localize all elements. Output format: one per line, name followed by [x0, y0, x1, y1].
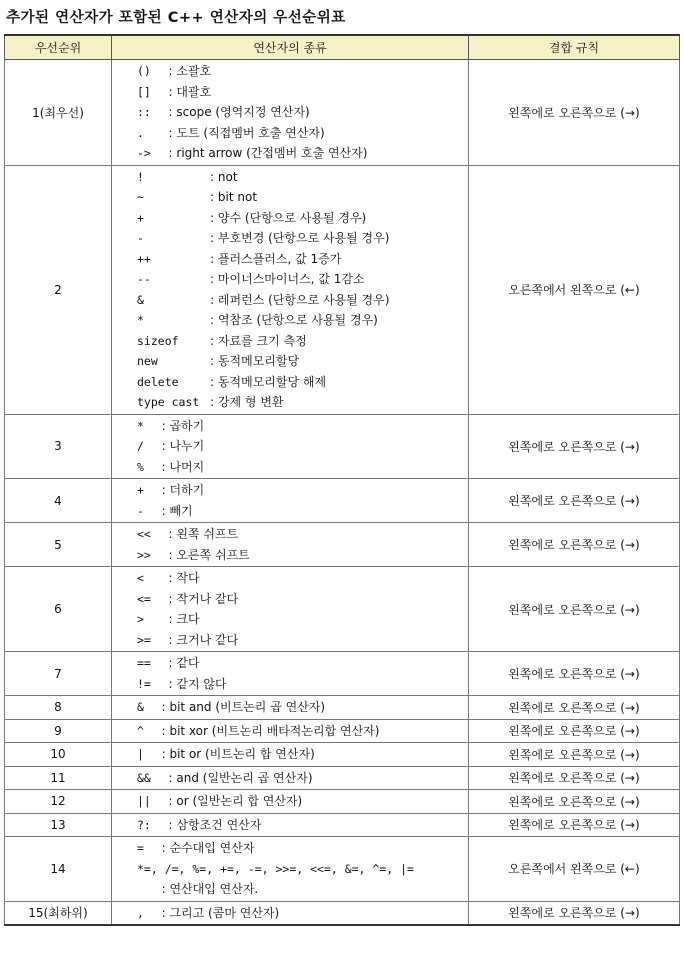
priority-cell: 14 [5, 837, 112, 902]
operators-cell [112, 414, 469, 479]
operator-description: : and (일반논리 곱 연산자) [164, 770, 313, 785]
operators-cell [112, 837, 469, 902]
associativity-cell: 왼쪽에로 오른쪽으로 (→) [469, 652, 680, 696]
priority-cell: 8 [5, 696, 112, 720]
priority-cell: 10 [5, 743, 112, 767]
operator-description: : or (일반논리 합 연산자) [164, 794, 303, 808]
operator-description: : 나누기 [157, 439, 205, 453]
operator-line [137, 568, 468, 589]
operator-line [137, 903, 468, 924]
associativity-cell: 왼쪽에로 오른쪽으로 (→) [469, 766, 680, 790]
operator-line [137, 768, 468, 789]
operator-line [137, 815, 468, 836]
operator-description: : 자료를 크기 측정 [206, 333, 307, 348]
operators-cell [112, 766, 469, 790]
table-row [5, 165, 680, 414]
operator-symbol: () [137, 64, 151, 78]
operator-line [137, 791, 468, 812]
table-row [5, 813, 680, 837]
header-priority: 우선순위 [5, 35, 112, 60]
operator-symbol: , [137, 905, 144, 920]
operator-description: : 같지 않다 [164, 676, 227, 691]
operator-symbol: % [137, 459, 144, 474]
operator-line [137, 372, 468, 393]
associativity-cell: 왼쪽에로 오른쪽으로 (→) [469, 696, 680, 720]
operator-symbol: << [137, 527, 151, 541]
operator-line [137, 480, 468, 501]
operator-line [137, 331, 468, 352]
operator-symbol: -- [137, 272, 151, 286]
operator-description: : 레퍼런스 (단항으로 사용될 경우) [206, 292, 390, 307]
operator-symbol: == [137, 656, 151, 670]
priority-cell: 4 [5, 479, 112, 523]
operator-line [137, 630, 468, 651]
operator-symbol: ++ [137, 251, 151, 266]
associativity-cell: 왼쪽에로 오른쪽으로 (→) [469, 567, 680, 652]
operator-description: : 마이너스마이너스, 값 1감소 [206, 272, 365, 286]
associativity-cell: 왼쪽에로 오른쪽으로 (→) [469, 523, 680, 567]
table-row [5, 567, 680, 652]
operator-description: : 순수대입 연산자 [157, 841, 255, 855]
operator-symbol: - [137, 231, 144, 245]
priority-cell: 12 [5, 790, 112, 814]
priority-cell: 6 [5, 567, 112, 652]
operator-description: : bit or (비트논리 합 연산자) [157, 747, 315, 761]
operator-symbol: || [137, 794, 151, 808]
operator-line [137, 609, 468, 630]
operator-line [137, 249, 468, 270]
operator-description: : 플러스플러스, 값 1증가 [206, 251, 342, 266]
page-title: 추가된 연산자가 포함된 C++ 연산자의 우선순위표 [6, 10, 346, 26]
table-body [5, 60, 680, 926]
operator-symbol: * [137, 313, 144, 327]
operators-cell [112, 523, 469, 567]
operator-description: : 소괄호 [164, 64, 212, 78]
operator-line [137, 653, 468, 674]
table-row [5, 60, 680, 166]
associativity-cell: 오른쪽에서 왼쪽으로 (←) [469, 165, 680, 414]
operator-description: : 같다 [164, 656, 200, 670]
operators-cell [112, 567, 469, 652]
operator-line [137, 228, 468, 249]
priority-cell: 5 [5, 523, 112, 567]
operator-symbol: != [137, 676, 151, 691]
table-row [5, 479, 680, 523]
precedence-table [4, 34, 680, 926]
associativity-cell: 왼쪽에로 오른쪽으로 (→) [469, 719, 680, 743]
priority-cell: 1(최우선) [5, 60, 112, 166]
operator-description: : 강제 형 변환 [206, 395, 284, 409]
operator-description: : bit xor (비트논리 배타적논리합 연산자) [157, 723, 380, 738]
table-row [5, 743, 680, 767]
priority-cell: 2 [5, 165, 112, 414]
operator-symbol: & [137, 292, 144, 307]
operator-line [137, 838, 468, 859]
operator-line [137, 545, 468, 566]
operator-symbol: ^ [137, 723, 144, 738]
operator-line [137, 82, 468, 103]
operator-line [137, 721, 468, 742]
operator-line [137, 208, 468, 229]
priority-cell: 9 [5, 719, 112, 743]
operator-description: : 연산대입 연산자. [157, 882, 259, 896]
operator-symbol: - [137, 503, 144, 518]
operators-cell [112, 901, 469, 925]
operator-symbol: | [137, 747, 144, 761]
associativity-cell: 왼쪽에로 오른쪽으로 (→) [469, 743, 680, 767]
operator-symbol: && [137, 770, 151, 785]
operator-description: : 작거나 같다 [164, 591, 239, 606]
operator-line [137, 524, 468, 545]
operator-description: : 나머지 [157, 459, 205, 474]
header-associativity: 결합 규칙 [469, 35, 680, 60]
priority-cell: 13 [5, 813, 112, 837]
table-row [5, 652, 680, 696]
operators-cell [112, 743, 469, 767]
operator-line [137, 416, 468, 437]
operator-description: : 동적메모리할당 [206, 354, 300, 368]
operator-line [137, 102, 468, 123]
operators-cell [112, 60, 469, 166]
priority-cell: 7 [5, 652, 112, 696]
associativity-cell: 왼쪽에로 오른쪽으로 (→) [469, 901, 680, 925]
operator-symbol: [] [137, 84, 151, 99]
operator-symbol: *=, /=, %=, +=, -=, >>=, <<=, &=, ^=, |= [137, 861, 414, 876]
table-row [5, 414, 680, 479]
operator-symbol: & [137, 700, 144, 714]
associativity-cell: 오른쪽에서 왼쪽으로 (←) [469, 837, 680, 902]
operator-symbol: >> [137, 547, 151, 562]
table-header-row [5, 35, 680, 60]
operator-line [137, 269, 468, 290]
operator-symbol: delete [137, 374, 179, 389]
operator-symbol: new [137, 354, 158, 368]
operator-line [137, 167, 468, 188]
operator-description: : 삼항조건 연산자 [164, 817, 262, 832]
operator-description: : 작다 [164, 571, 200, 585]
associativity-cell: 왼쪽에로 오른쪽으로 (→) [469, 479, 680, 523]
operator-symbol: + [137, 210, 144, 225]
operators-cell [112, 719, 469, 743]
operator-symbol: ~ [137, 190, 144, 204]
operator-description: : 동적메모리할당 해제 [206, 374, 327, 389]
operator-description: : right arrow (간접멤버 호출 연산자) [164, 146, 368, 160]
operator-description: : 오른쪽 쉬프트 [164, 547, 250, 562]
operator-line [137, 859, 468, 880]
operator-line [137, 290, 468, 311]
header-operators: 연산자의 종류 [112, 35, 469, 60]
operators-cell [112, 165, 469, 414]
operator-description: : 크다 [164, 612, 200, 626]
operators-cell [112, 479, 469, 523]
operator-line [137, 123, 468, 144]
operator-line [137, 351, 468, 372]
operator-description: : 그리고 (콤마 연산자) [157, 905, 280, 920]
operator-symbol: <= [137, 591, 151, 606]
operator-line [137, 187, 468, 208]
associativity-cell: 왼쪽에로 오른쪽으로 (→) [469, 790, 680, 814]
operator-symbol: * [137, 418, 144, 433]
operator-line [137, 392, 468, 413]
operator-line [137, 61, 468, 82]
operators-cell [112, 813, 469, 837]
table-row [5, 766, 680, 790]
table-row [5, 790, 680, 814]
operator-description: : 도트 (직접멤버 호출 연산자) [164, 125, 325, 140]
priority-cell: 15(최하위) [5, 901, 112, 925]
operator-description: : bit and (비트논리 곱 연산자) [157, 700, 326, 714]
table-row [5, 696, 680, 720]
operator-symbol: / [137, 439, 144, 453]
table-row [5, 719, 680, 743]
priority-cell: 11 [5, 766, 112, 790]
operator-line [137, 589, 468, 610]
operator-description: : not [206, 169, 238, 184]
operators-cell [112, 696, 469, 720]
operator-symbol: type cast [137, 395, 200, 409]
operator-line [137, 310, 468, 331]
operator-symbol: . [137, 125, 144, 140]
operator-symbol: >= [137, 632, 151, 647]
operator-symbol: > [137, 612, 144, 626]
operator-description: : 대괄호 [164, 84, 212, 99]
associativity-cell: 왼쪽에로 오른쪽으로 (→) [469, 813, 680, 837]
priority-cell: 3 [5, 414, 112, 479]
operator-description: : 크거나 같다 [164, 632, 239, 647]
operator-line [137, 436, 468, 457]
associativity-cell: 왼쪽에로 오른쪽으로 (→) [469, 414, 680, 479]
operator-symbol: sizeof [137, 333, 179, 348]
operator-symbol: :: [137, 105, 151, 119]
operator-description: : 빼기 [157, 503, 193, 518]
operator-description: : bit not [206, 190, 258, 204]
operator-description: : 부호변경 (단항으로 사용될 경우) [206, 231, 390, 245]
operator-line [137, 697, 468, 718]
operator-description: : 곱하기 [157, 418, 205, 433]
operator-line [137, 879, 468, 900]
operator-line [137, 143, 468, 164]
operator-description: : 더하기 [157, 483, 205, 497]
operator-symbol: = [137, 841, 144, 855]
table-row [5, 523, 680, 567]
operator-description: : 왼쪽 쉬프트 [164, 527, 239, 541]
operator-symbol: ?: [137, 817, 151, 832]
operator-symbol: < [137, 571, 144, 585]
table-row [5, 901, 680, 925]
operator-description: : 역참조 (단항으로 사용될 경우) [206, 313, 378, 327]
operators-cell [112, 790, 469, 814]
associativity-cell: 왼쪽에로 오른쪽으로 (→) [469, 60, 680, 166]
operator-description: : 양수 (단항으로 사용될 경우) [206, 210, 367, 225]
operator-symbol: + [137, 483, 144, 497]
operator-line [137, 501, 468, 522]
operator-description: : scope (영역지정 연산자) [164, 105, 310, 119]
operator-symbol: ! [137, 169, 144, 184]
operator-line [137, 744, 468, 765]
table-row [5, 837, 680, 902]
operators-cell [112, 652, 469, 696]
operator-symbol: -> [137, 146, 151, 160]
operator-line [137, 457, 468, 478]
operator-line [137, 674, 468, 695]
